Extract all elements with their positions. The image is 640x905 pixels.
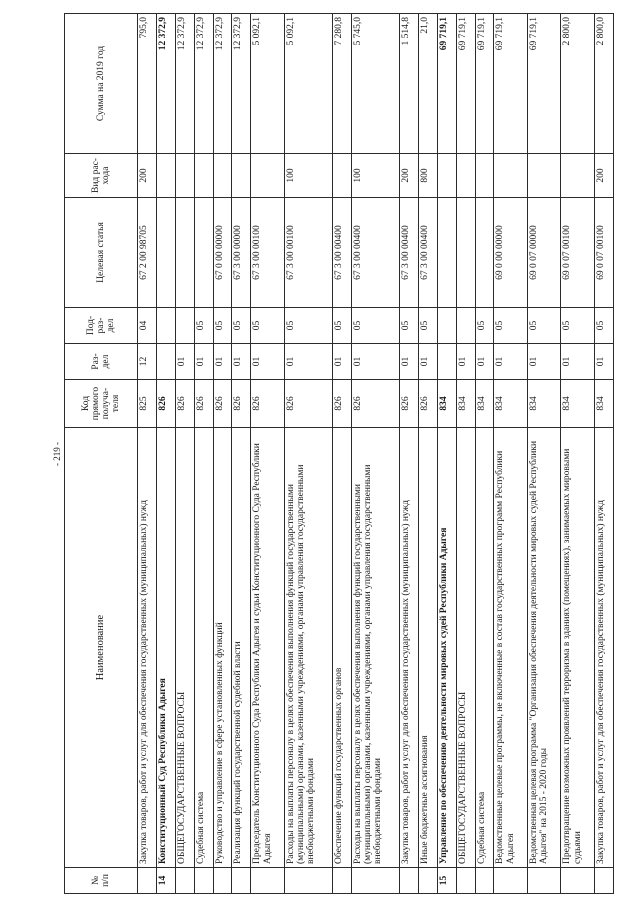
row-sum: 12 372,9 [194, 14, 213, 154]
row-code: 826 [284, 380, 332, 428]
row-razdel: 01 [332, 344, 351, 380]
row-sum: 795,0 [138, 14, 157, 154]
table-row [194, 14, 213, 894]
row-number [284, 868, 332, 894]
row-vid [232, 154, 251, 198]
row-sum: 12 372,9 [213, 14, 232, 154]
row-podrazdel: 05 [251, 308, 285, 344]
row-number: 14 [156, 868, 175, 894]
row-razdel [156, 344, 175, 380]
row-podrazdel: 04 [138, 308, 157, 344]
budget-table [64, 13, 614, 894]
rotated-page [64, 14, 614, 894]
table-row [475, 14, 494, 894]
row-number [561, 868, 595, 894]
row-razdel: 01 [251, 344, 285, 380]
row-podrazdel [437, 308, 456, 344]
row-number [251, 868, 285, 894]
row-sum: 69 719,1 [456, 14, 475, 154]
row-podrazdel: 05 [351, 308, 399, 344]
header-code: Код прямого получа-теля [65, 380, 138, 428]
row-name: Руководство и управление в сфере установленных функций [213, 428, 232, 868]
row-code: 826 [175, 380, 194, 428]
row-sum: 12 372,9 [232, 14, 251, 154]
header-num: № п/п [65, 868, 138, 894]
row-code: 834 [595, 380, 614, 428]
row-razdel: 01 [400, 344, 419, 380]
table-row [251, 14, 285, 894]
row-code: 834 [456, 380, 475, 428]
row-number [400, 868, 419, 894]
table-row [156, 14, 175, 894]
row-vid [475, 154, 494, 198]
row-vid: 200 [595, 154, 614, 198]
row-code: 826 [194, 380, 213, 428]
table-row [175, 14, 194, 894]
row-code: 826 [351, 380, 399, 428]
table-row [400, 14, 419, 894]
row-code: 834 [437, 380, 456, 428]
row-sum: 69 719,1 [494, 14, 528, 154]
row-number [595, 868, 614, 894]
row-sum: 69 719,1 [527, 14, 561, 154]
row-number [527, 868, 561, 894]
row-razdel: 01 [232, 344, 251, 380]
row-number [351, 868, 399, 894]
row-podrazdel: 05 [232, 308, 251, 344]
row-number [232, 868, 251, 894]
row-code: 826 [332, 380, 351, 428]
row-razdel: 01 [456, 344, 475, 380]
row-podrazdel [456, 308, 475, 344]
row-code: 826 [400, 380, 419, 428]
row-number [456, 868, 475, 894]
row-razdel: 01 [494, 344, 528, 380]
row-number [194, 868, 213, 894]
row-razdel: 12 [138, 344, 157, 380]
row-sum: 2 800,0 [561, 14, 595, 154]
row-sum: 1 514,8 [400, 14, 419, 154]
row-vid [251, 154, 285, 198]
row-razdel: 01 [284, 344, 332, 380]
row-podrazdel [175, 308, 194, 344]
header-sum: Сумма на 2019 год [65, 14, 138, 154]
table-row [595, 14, 614, 894]
row-podrazdel: 05 [527, 308, 561, 344]
row-sum: 2 800,0 [595, 14, 614, 154]
row-name: ОБЩЕГОСУДАРСТВЕННЫЕ ВОПРОСЫ [456, 428, 475, 868]
row-razdel: 01 [475, 344, 494, 380]
table-row [437, 14, 456, 894]
row-sum: 21,0 [418, 14, 437, 154]
table-row [232, 14, 251, 894]
page-number-text: - 219 - [52, 442, 62, 466]
header-name: Наименование [65, 428, 138, 868]
row-podrazdel: 05 [400, 308, 419, 344]
header-podrazdel: Под-раз-дел [65, 308, 138, 344]
row-name: Закупка товаров, работ и услуг для обеспечения государственных (муниципальных) нужд [400, 428, 419, 868]
row-vid [175, 154, 194, 198]
row-article [437, 198, 456, 308]
row-number [175, 868, 194, 894]
row-razdel: 01 [194, 344, 213, 380]
table-row [456, 14, 475, 894]
row-sum: 7 280,8 [332, 14, 351, 154]
row-sum: 5 092,1 [284, 14, 332, 154]
row-sum: 12 372,9 [156, 14, 175, 154]
row-podrazdel: 05 [284, 308, 332, 344]
row-sum: 69 719,1 [475, 14, 494, 154]
row-number [213, 868, 232, 894]
row-name: Судебная система [475, 428, 494, 868]
row-vid [527, 154, 561, 198]
table-row [527, 14, 561, 894]
row-podrazdel [156, 308, 175, 344]
row-name: Конституционный Суд Республики Адыгея [156, 428, 175, 868]
table-row [138, 14, 157, 894]
row-name: Председатель Конституционного Суда Республики Адыгея и судьи Конституционного Суда Республики Адыгея [251, 428, 285, 868]
row-name: Ведомственная целевая программа "Организация обеспечения деятельности мировых судей Республики Адыгея" на 2015 - 2020 годы [527, 428, 561, 868]
row-name: Предотвращение возможных проявлений терроризма в зданиях (помещениях), занимаемых мировыми судьями [561, 428, 595, 868]
row-vid [456, 154, 475, 198]
table-row [213, 14, 232, 894]
row-name: Расходы на выплаты персоналу в целях обеспечения выполнения функций государственными (муниципальными) органами, казенными учреждениями, органами управления государственными внебюджетными фондами [284, 428, 332, 868]
row-article [475, 198, 494, 308]
row-name: Судебная система [194, 428, 213, 868]
row-name: Реализация функций государственной судебной власти [232, 428, 251, 868]
row-vid [194, 154, 213, 198]
row-podrazdel: 05 [213, 308, 232, 344]
row-number [138, 868, 157, 894]
row-vid [156, 154, 175, 198]
row-name: Закупка товаров, работ и услуг для обеспечения государственных (муниципальных) нужд [595, 428, 614, 868]
row-code: 834 [527, 380, 561, 428]
row-podrazdel: 05 [494, 308, 528, 344]
row-razdel: 01 [351, 344, 399, 380]
row-razdel [437, 344, 456, 380]
header-vid: Вид рас-хода [65, 154, 138, 198]
row-name: Закупка товаров, работ и услуг для обеспечения государственных (муниципальных) нужд [138, 428, 157, 868]
row-code: 826 [232, 380, 251, 428]
row-number [475, 868, 494, 894]
row-vid: 200 [138, 154, 157, 198]
row-vid [437, 154, 456, 198]
row-code: 834 [561, 380, 595, 428]
row-name: Управление по обеспечению деятельности мировых судей Республики Адыгея [437, 428, 456, 868]
row-name: Иные бюджетные ассигнования [418, 428, 437, 868]
table-row [418, 14, 437, 894]
row-article [194, 198, 213, 308]
row-razdel: 01 [595, 344, 614, 380]
table-header-row [65, 14, 138, 894]
row-vid: 200 [400, 154, 419, 198]
row-sum: 69 719,1 [437, 14, 456, 154]
row-article: 67 3 00 00000 [232, 198, 251, 308]
row-article: 67 0 00 00000 [213, 198, 232, 308]
row-number: 15 [437, 868, 456, 894]
row-name: Ведомственные целевые программы, не включенные в состав государственных программ Республики Адыгея [494, 428, 528, 868]
table-row [494, 14, 528, 894]
row-code: 826 [251, 380, 285, 428]
page-number [49, 443, 65, 465]
row-number [494, 868, 528, 894]
row-razdel: 01 [561, 344, 595, 380]
row-article: 67 3 00 00100 [251, 198, 285, 308]
row-sum: 12 372,9 [175, 14, 194, 154]
row-vid: 100 [351, 154, 399, 198]
row-code: 825 [138, 380, 157, 428]
row-article: 69 0 07 00100 [561, 198, 595, 308]
row-article: 67 2 00 98705 [138, 198, 157, 308]
row-podrazdel: 05 [475, 308, 494, 344]
row-number [332, 868, 351, 894]
row-code: 834 [494, 380, 528, 428]
row-vid: 100 [284, 154, 332, 198]
row-name: Расходы на выплаты персоналу в целях обеспечения выполнения функций государственными (муниципальными) органами, казенными учреждениями, органами управления государственными внебюджетными фондами [351, 428, 399, 868]
row-name: Обеспечение функций государственных органов [332, 428, 351, 868]
row-article [156, 198, 175, 308]
row-razdel: 01 [213, 344, 232, 380]
row-razdel: 01 [175, 344, 194, 380]
row-sum: 5 745,0 [351, 14, 399, 154]
row-code: 826 [156, 380, 175, 428]
row-article: 69 0 07 00100 [595, 198, 614, 308]
row-sum: 5 092,1 [251, 14, 285, 154]
row-article: 69 0 00 00000 [494, 198, 528, 308]
table-body [138, 14, 614, 894]
row-name: ОБЩЕГОСУДАРСТВЕННЫЕ ВОПРОСЫ [175, 428, 194, 868]
header-article: Целевая статья [65, 198, 138, 308]
row-vid [332, 154, 351, 198]
row-article: 67 3 00 00400 [351, 198, 399, 308]
row-vid [213, 154, 232, 198]
row-article: 67 3 00 00400 [332, 198, 351, 308]
row-article: 69 0 07 00000 [527, 198, 561, 308]
row-article: 67 3 00 00400 [418, 198, 437, 308]
row-podrazdel: 05 [561, 308, 595, 344]
table-row [332, 14, 351, 894]
table-row [284, 14, 332, 894]
header-razdel: Раз-дел [65, 344, 138, 380]
row-code: 834 [475, 380, 494, 428]
row-podrazdel: 05 [595, 308, 614, 344]
row-razdel: 01 [418, 344, 437, 380]
table-row [561, 14, 595, 894]
row-razdel: 01 [527, 344, 561, 380]
row-article: 67 3 00 00100 [284, 198, 332, 308]
row-number [418, 868, 437, 894]
row-article: 67 3 00 00400 [400, 198, 419, 308]
row-podrazdel: 05 [332, 308, 351, 344]
table-row [351, 14, 399, 894]
row-code: 826 [213, 380, 232, 428]
row-vid [494, 154, 528, 198]
row-code: 826 [418, 380, 437, 428]
row-article [175, 198, 194, 308]
row-vid [561, 154, 595, 198]
row-article [456, 198, 475, 308]
row-vid: 800 [418, 154, 437, 198]
row-podrazdel: 05 [194, 308, 213, 344]
row-podrazdel: 05 [418, 308, 437, 344]
